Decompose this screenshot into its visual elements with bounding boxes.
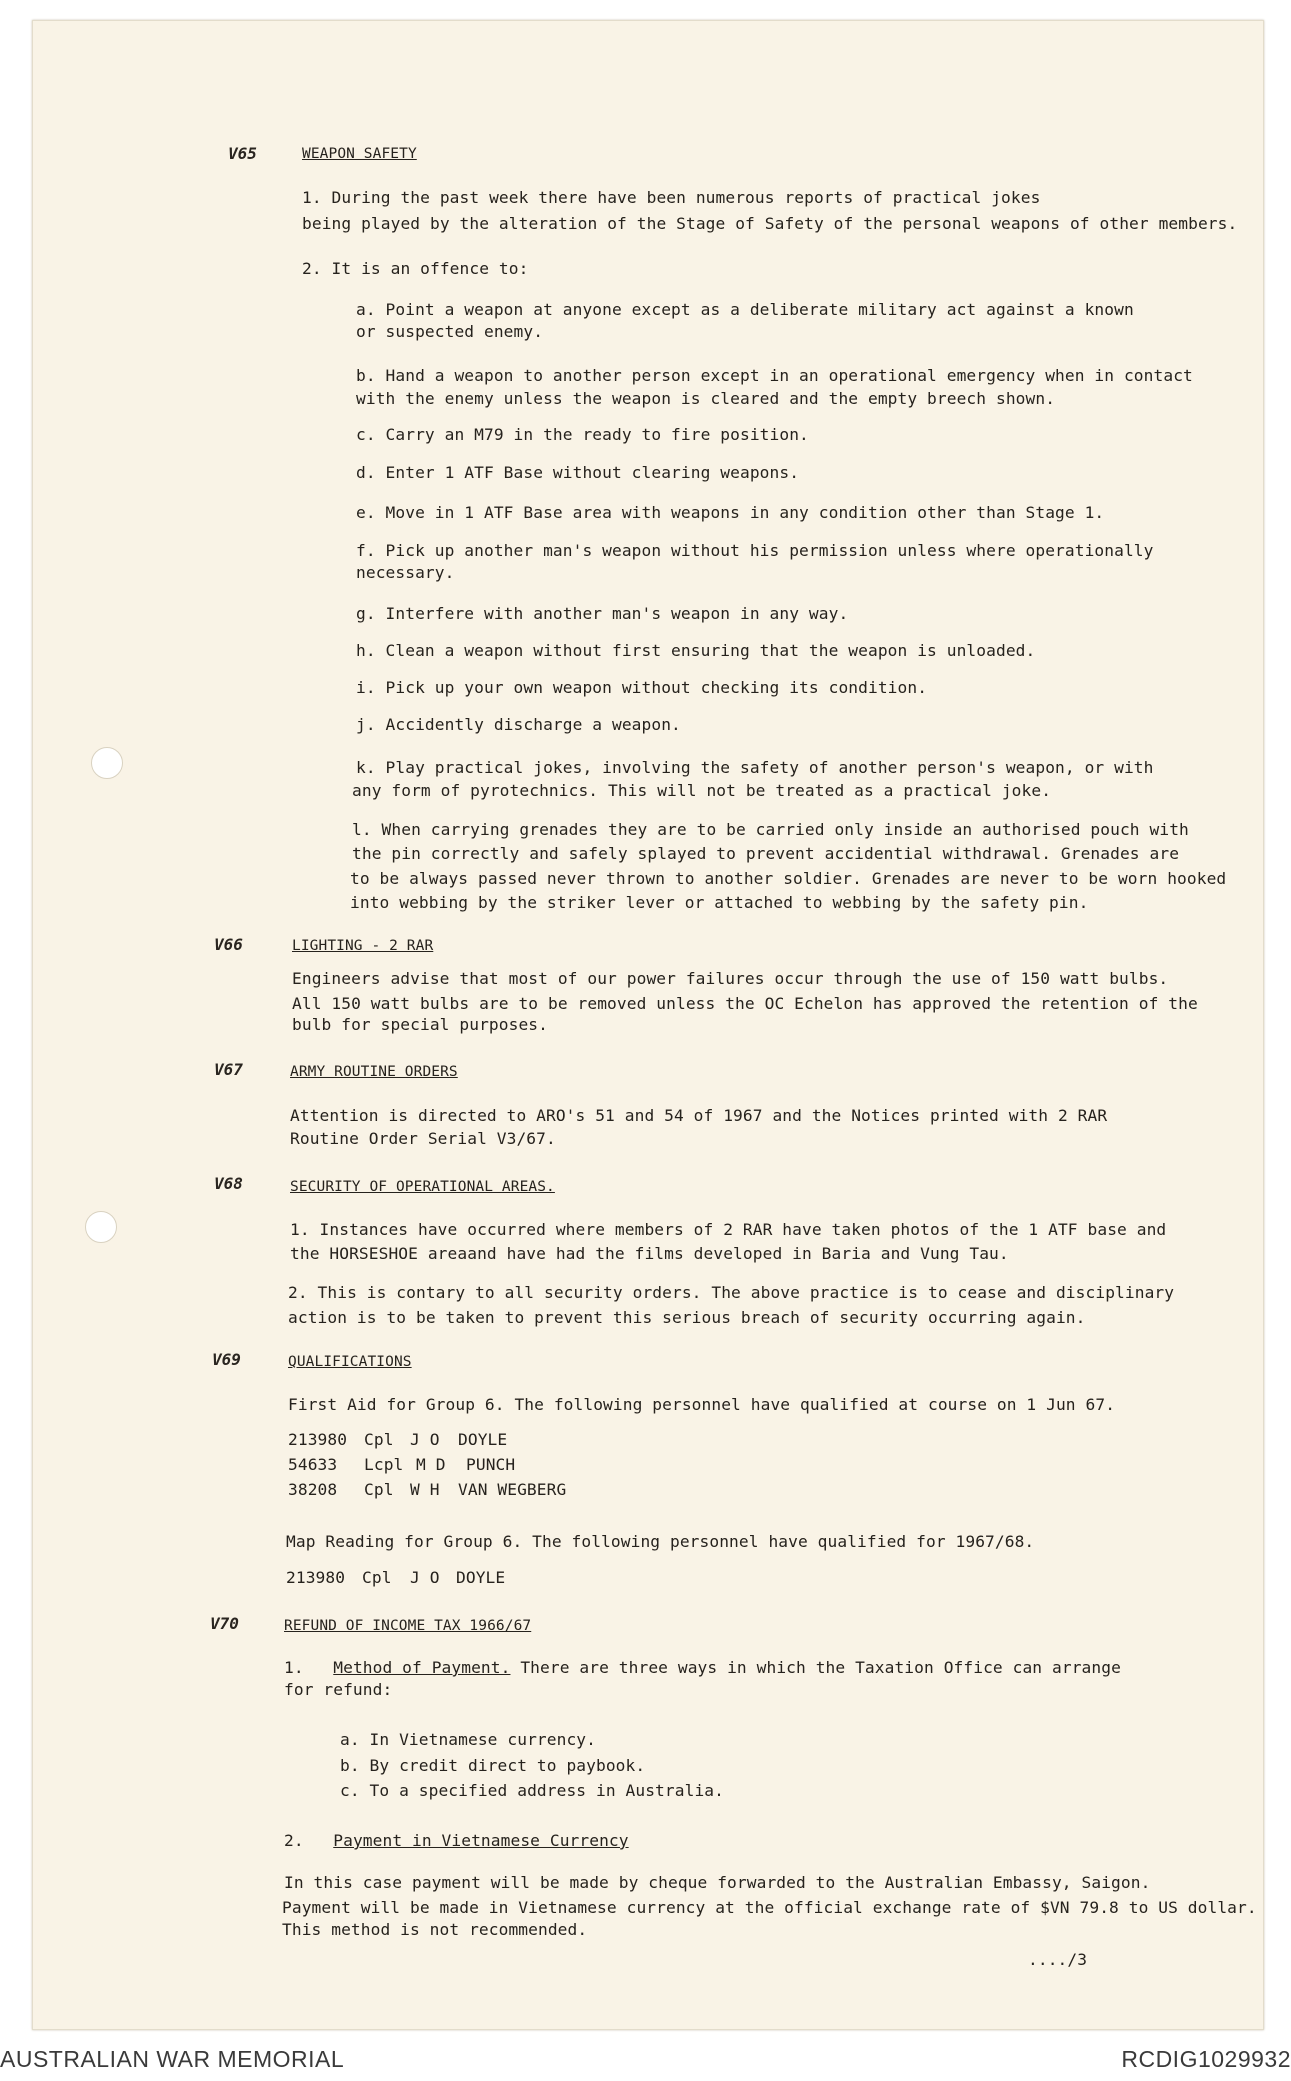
footer-reference-id: RCDIG1029932 xyxy=(1121,2046,1291,2072)
serial-number: V65 xyxy=(228,144,257,163)
paragraph-line: All 150 watt bulbs are to be removed unless the OC Echelon has approved the retention of the xyxy=(292,994,1198,1013)
paragraph-line: bulb for special purposes. xyxy=(292,1015,548,1034)
list-item: d. Enter 1 ATF Base without clearing weapons. xyxy=(356,463,800,482)
paragraph-title: Payment in Vietnamese Currency xyxy=(333,1831,629,1850)
list-item: c. To a specified address in Australia. xyxy=(340,1781,724,1800)
list-item: e. Move in 1 ATF Base area with weapons in any condition other than Stage 1. xyxy=(356,503,1105,522)
paragraph-line: Map Reading for Group 6. The following personnel have qualified for 1967/68. xyxy=(286,1532,1035,1551)
initials: J O xyxy=(410,1568,440,1587)
paragraph-number: 2. xyxy=(284,1831,304,1850)
serial-number: V70 xyxy=(210,1614,239,1633)
list-item: k. Play practical jokes, involving the safety of another person's weapon, or with xyxy=(356,758,1154,777)
list-item: a. In Vietnamese currency. xyxy=(340,1730,596,1749)
section-heading: QUALIFICATIONS xyxy=(288,1354,412,1370)
list-item: the pin correctly and safely splayed to prevent accidential withdrawal. Grenades are xyxy=(352,844,1180,863)
rank: Lcpl xyxy=(364,1455,404,1474)
rank: Cpl xyxy=(362,1568,392,1587)
paragraph-line: Payment will be made in Vietnamese currency at the official exchange rate of $VN 79.8 to US dollar. xyxy=(282,1898,1257,1917)
service-number: 54633 xyxy=(288,1455,338,1474)
serial-number: V69 xyxy=(212,1350,241,1369)
punch-hole-top xyxy=(91,747,123,779)
list-item: h. Clean a weapon without first ensuring that the weapon is unloaded. xyxy=(356,641,1036,660)
punch-hole-bottom xyxy=(85,1211,117,1243)
service-number: 213980 xyxy=(286,1568,346,1587)
section-heading: LIGHTING - 2 RAR xyxy=(292,938,434,954)
list-item: b. By credit direct to paybook. xyxy=(340,1756,646,1775)
list-item: with the enemy unless the weapon is cleared and the empty breech shown. xyxy=(356,389,1056,408)
serial-number: V67 xyxy=(214,1060,243,1079)
list-item: i. Pick up your own weapon without checking its condition. xyxy=(356,678,928,697)
paragraph-line: Attention is directed to ARO's 51 and 54 of 1967 and the Notices printed with 2 RAR xyxy=(290,1106,1108,1125)
rank: Cpl xyxy=(364,1430,394,1449)
serial-number: V68 xyxy=(214,1174,243,1193)
service-number: 213980 xyxy=(288,1430,348,1449)
surname: DOYLE xyxy=(456,1568,506,1587)
list-item: a. Point a weapon at anyone except as a deliberate military act against a known xyxy=(356,300,1134,319)
list-item: c. Carry an M79 in the ready to fire position. xyxy=(356,425,809,444)
initials: J O xyxy=(410,1430,440,1449)
section-heading: REFUND OF INCOME TAX 1966/67 xyxy=(284,1618,532,1634)
section-heading: SECURITY OF OPERATIONAL AREAS. xyxy=(290,1179,555,1195)
paragraph-line: 1. Instances have occurred where members of 2 RAR have taken photos of the 1 ATF base and xyxy=(290,1220,1167,1239)
paragraph-line: First Aid for Group 6. The following personnel have qualified at course on 1 Jun 67. xyxy=(288,1395,1116,1414)
paragraph-line xyxy=(284,1656,1121,1679)
surname: DOYLE xyxy=(458,1430,508,1449)
paragraph-number: 1. xyxy=(284,1658,304,1677)
paragraph-line: This method is not recommended. xyxy=(282,1920,588,1939)
paragraph-line: 1. During the past week there have been numerous reports of practical jokes xyxy=(302,188,1041,207)
list-item: l. When carrying grenades they are to be carried only inside an authorised pouch with xyxy=(352,820,1189,839)
list-item: necessary. xyxy=(356,563,455,582)
serial-number: V66 xyxy=(214,935,243,954)
paragraph-line: for refund: xyxy=(284,1680,393,1699)
list-item: into webbing by the striker lever or attached to webbing by the safety pin. xyxy=(350,893,1089,912)
list-item: to be always passed never thrown to another soldier. Grenades are never to be worn hooked xyxy=(350,869,1227,888)
list-item: j. Accidently discharge a weapon. xyxy=(356,715,681,734)
paragraph-text: There are three ways in which the Taxation Office can arrange xyxy=(510,1658,1121,1677)
paragraph-line: the HORSESHOE areaand have had the films developed in Baria and Vung Tau. xyxy=(290,1244,1009,1263)
paragraph-line: action is to be taken to prevent this serious breach of security occurring again. xyxy=(288,1308,1086,1327)
surname: VAN WEGBERG xyxy=(458,1480,567,1499)
rank: Cpl xyxy=(364,1480,394,1499)
paragraph-line: 2. It is an offence to: xyxy=(302,259,529,278)
paragraph-line xyxy=(284,1829,629,1852)
initials: W H xyxy=(410,1480,440,1499)
section-heading: ARMY ROUTINE ORDERS xyxy=(290,1064,458,1080)
paragraph-line: In this case payment will be made by cheque forwarded to the Australian Embassy, Saigon. xyxy=(284,1873,1151,1892)
list-item: f. Pick up another man's weapon without his permission unless where operationally xyxy=(356,541,1154,560)
page-continuation: ..../3 xyxy=(1028,1950,1088,1969)
list-item: b. Hand a weapon to another person except in an operational emergency when in contact xyxy=(356,366,1193,385)
list-item: or suspected enemy. xyxy=(356,322,544,341)
paragraph-line: 2. This is contary to all security orders. The above practice is to cease and disciplinary xyxy=(288,1283,1175,1302)
paragraph-line: Engineers advise that most of our power failures occur through the use of 150 watt bulbs. xyxy=(292,969,1169,988)
paragraph-line: Routine Order Serial V3/67. xyxy=(290,1129,556,1148)
paragraph-line: being played by the alteration of the Stage of Safety of the personal weapons of other members. xyxy=(302,214,1238,233)
document-page xyxy=(32,20,1264,2030)
list-item: g. Interfere with another man's weapon in any way. xyxy=(356,604,849,623)
list-item: any form of pyrotechnics. This will not be treated as a practical joke. xyxy=(352,781,1052,800)
surname: PUNCH xyxy=(466,1455,516,1474)
paragraph-title: Method of Payment. xyxy=(333,1658,511,1677)
section-heading: WEAPON SAFETY xyxy=(302,146,417,162)
footer-credit: AUSTRALIAN WAR MEMORIAL xyxy=(0,2046,345,2072)
initials: M D xyxy=(416,1455,446,1474)
service-number: 38208 xyxy=(288,1480,338,1499)
